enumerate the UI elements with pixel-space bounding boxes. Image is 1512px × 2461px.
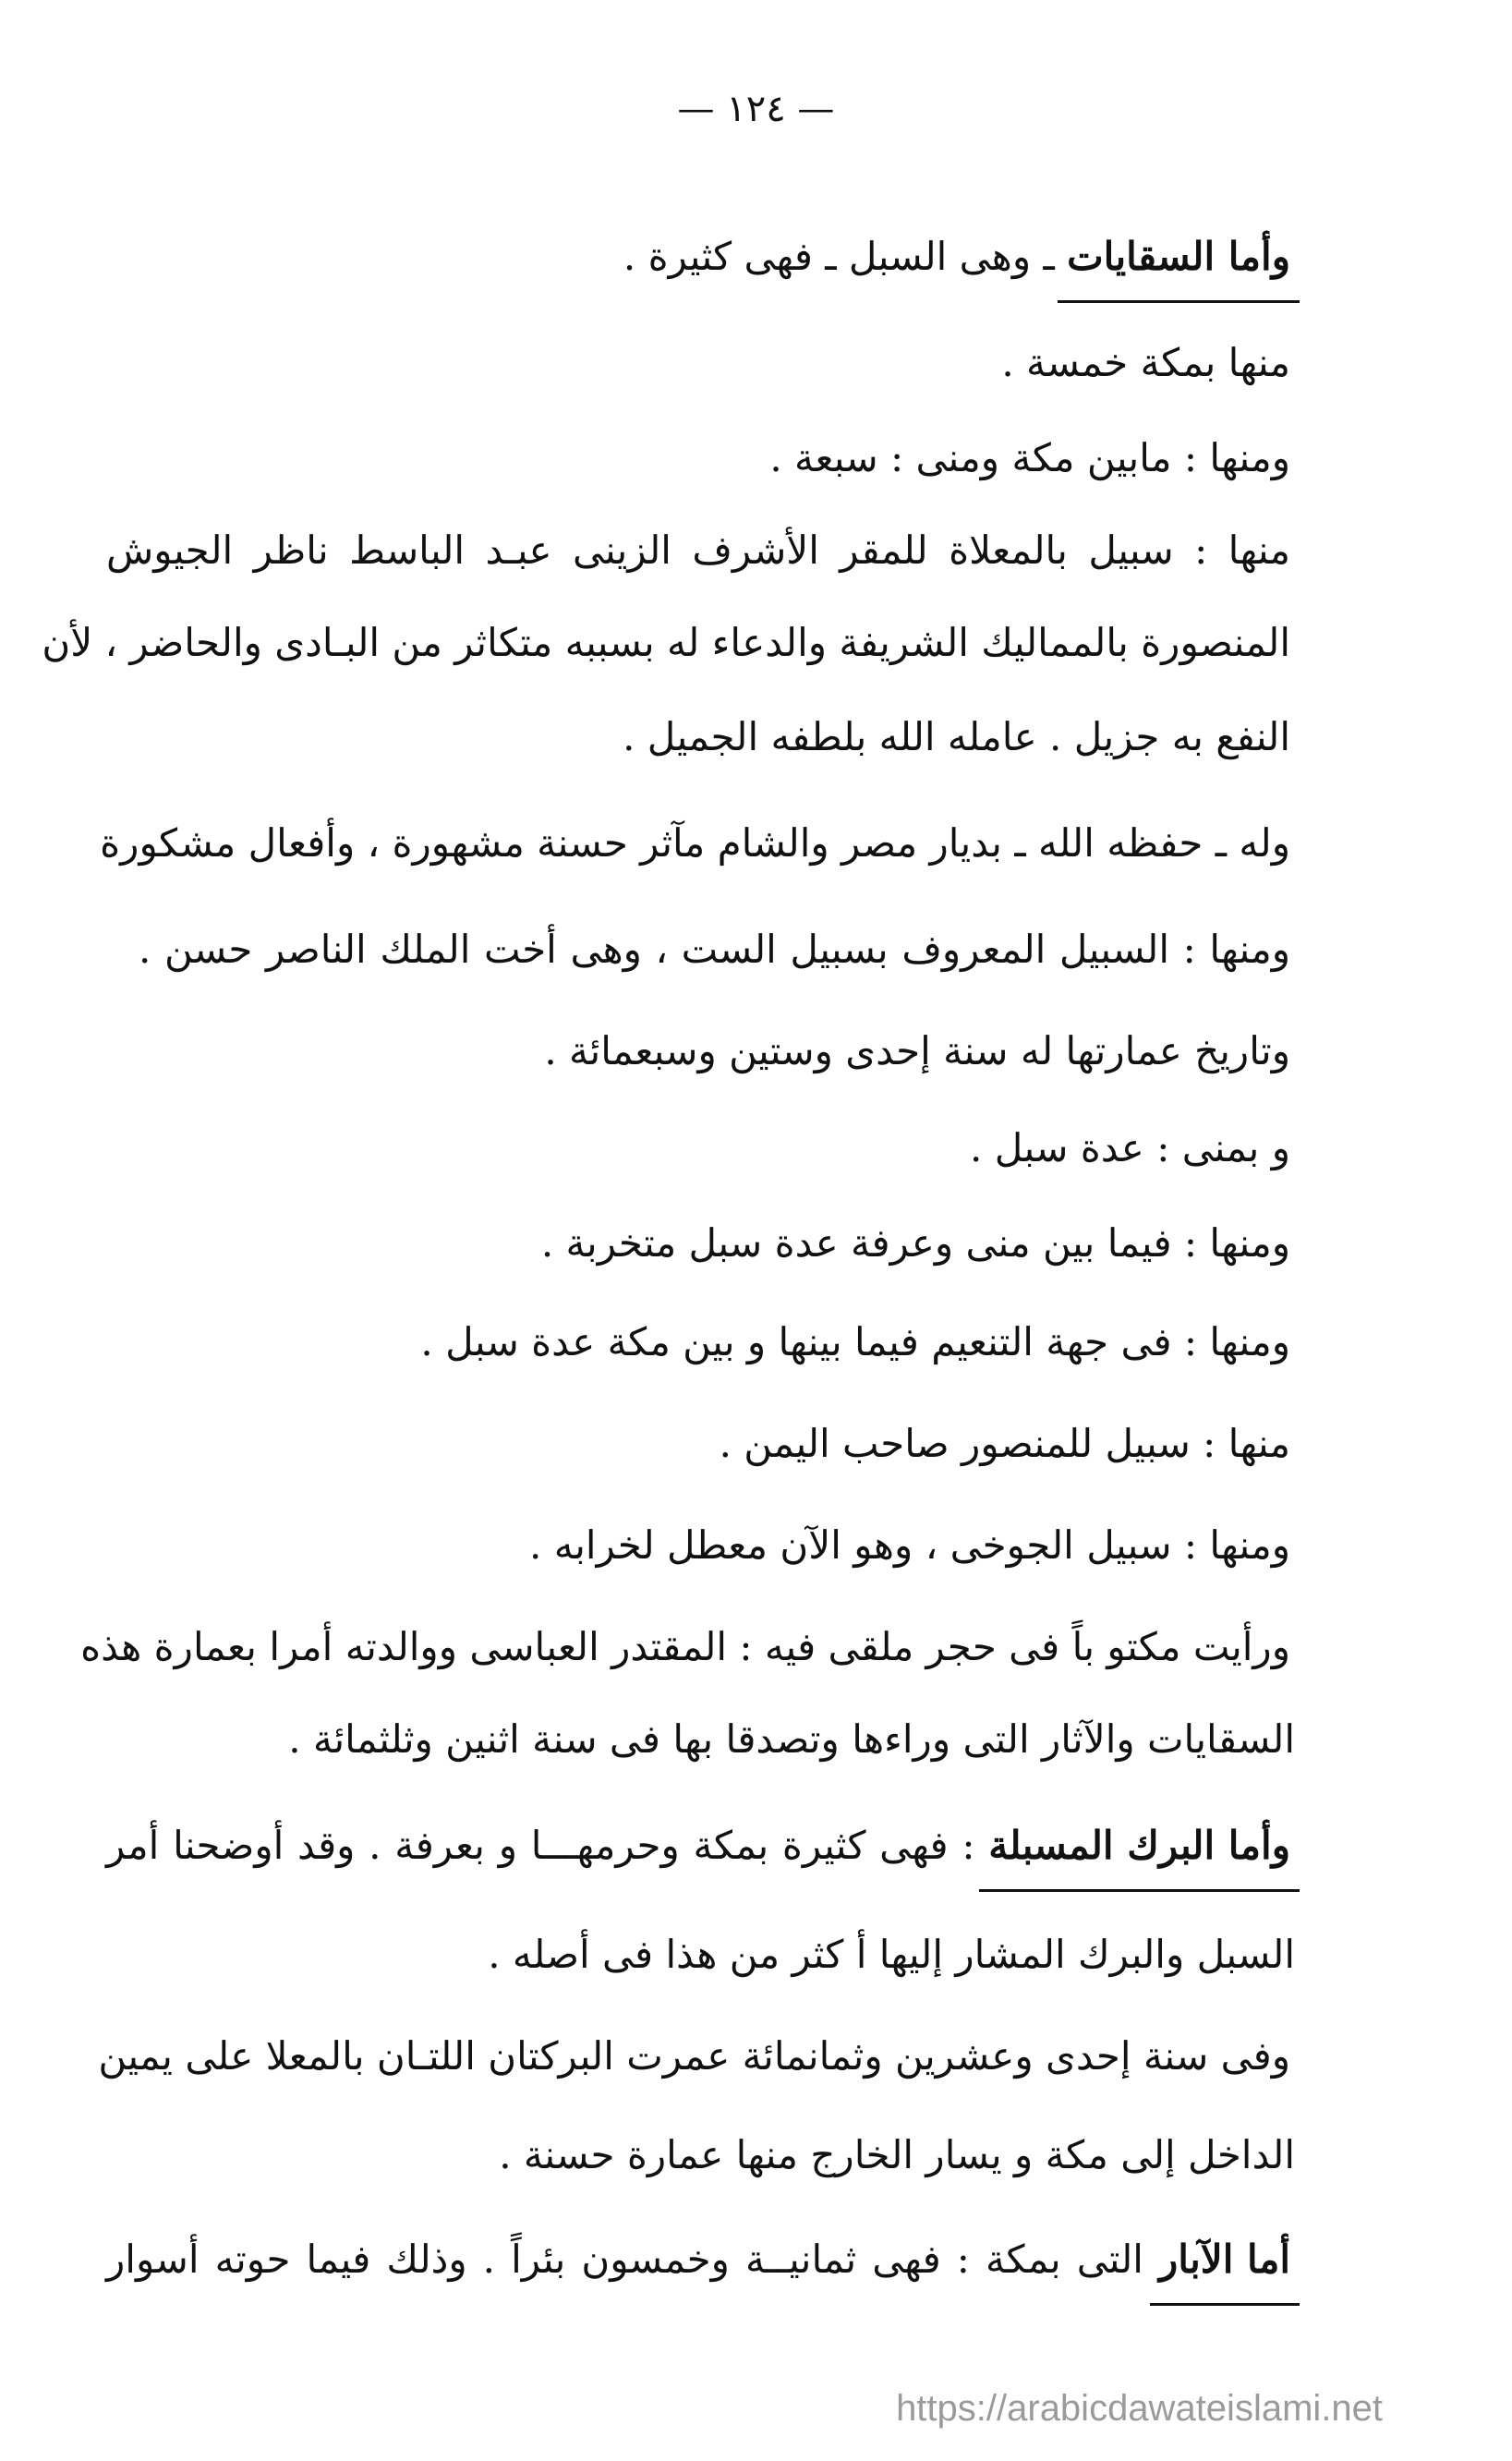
text-line: ورأيت مكتو باً فى حجر ملقى فيه : المقتدر العباسى ووالدته أمرا بعمارة هذه bbox=[80, 1624, 1290, 1669]
text-line: ومنها : سبيل الجوخى ، وهو الآن معطل لخرابه . bbox=[529, 1522, 1290, 1568]
text-line: وفى سنة إحدى وعشرين وثمانمائة عمرت البركتان اللتـان بالمعلا على يمين bbox=[98, 2033, 1290, 2079]
text-fragment: التى بمكة : فهى ثمانيــة وخمسون بئراً . وذلك فيما حوته أسوار bbox=[106, 2237, 1160, 2282]
text-line: المنصورة بالمماليك الشريفة والدعاء له بسببه متكاثر من البـادى والحاضر ، لأن bbox=[42, 620, 1290, 665]
text-line bbox=[623, 231, 1290, 283]
text-line: ومنها : مابين مكة ومنى : سبعة . bbox=[769, 435, 1290, 480]
text-line: منها : سبيل بالمعلاة للمقر الأشرف الزينى عبـد الباسط ناظر الجيوش bbox=[106, 527, 1290, 573]
text-line: الداخل إلى مكة و يسار الخارج منها عمارة حسنة . bbox=[499, 2132, 1295, 2177]
text-line: منها : سبيل للمنصور صاحب اليمن . bbox=[719, 1421, 1290, 1466]
section-heading-birak: وأما البرك المسبلة bbox=[988, 1820, 1290, 1872]
text-line: وتاريخ عمارتها له سنة إحدى وستين وسبعمائة . bbox=[544, 1028, 1290, 1073]
text-line: وله ـ حفظه الله ـ بديار مصر والشام مآثر حسنة مشهورة ، وأفعال مشكورة bbox=[100, 820, 1290, 866]
watermark-url: https://arabicdawateislami.net bbox=[896, 2388, 1383, 2429]
text-line: و بمنى : عدة سبل . bbox=[970, 1125, 1290, 1170]
section-heading-saqayat: وأما السقايات bbox=[1067, 231, 1290, 283]
text-line bbox=[106, 1820, 1290, 1872]
section-heading-abar: أما الآبار bbox=[1159, 2234, 1290, 2285]
text-line: السبل والبرك المشار إليها أ كثر من هذا فى أصله . bbox=[488, 1932, 1295, 1977]
text-line: منها بمكة خمسة . bbox=[1001, 340, 1290, 385]
page-number: — ١٢٤ — bbox=[677, 88, 835, 130]
text-fragment: ـ وهى السبل ـ فهى كثيرة . bbox=[623, 234, 1068, 279]
text-line: ومنها : فى جهة التنعيم فيما بينها و بين مكة عدة سبل . bbox=[420, 1319, 1290, 1364]
text-line bbox=[106, 2234, 1290, 2285]
text-fragment: : فهى كثيرة بمكة وحرمهـــا و بعرفة . وقد أوضحنا أمر bbox=[106, 1823, 989, 1868]
text-line: السقايات والآثار التى وراءها وتصدقا بها فى سنة اثنين وثلثمائة . bbox=[288, 1716, 1295, 1762]
text-line: ومنها : فيما بين منى وعرفة عدة سبل متخربة . bbox=[540, 1220, 1290, 1266]
text-line: النفع به جزيل . عامله الله بلطفه الجميل . bbox=[623, 714, 1290, 759]
text-line: ومنها : السبيل المعروف بسبيل الست ، وهى أخت الملك الناصر حسن . bbox=[139, 927, 1290, 972]
